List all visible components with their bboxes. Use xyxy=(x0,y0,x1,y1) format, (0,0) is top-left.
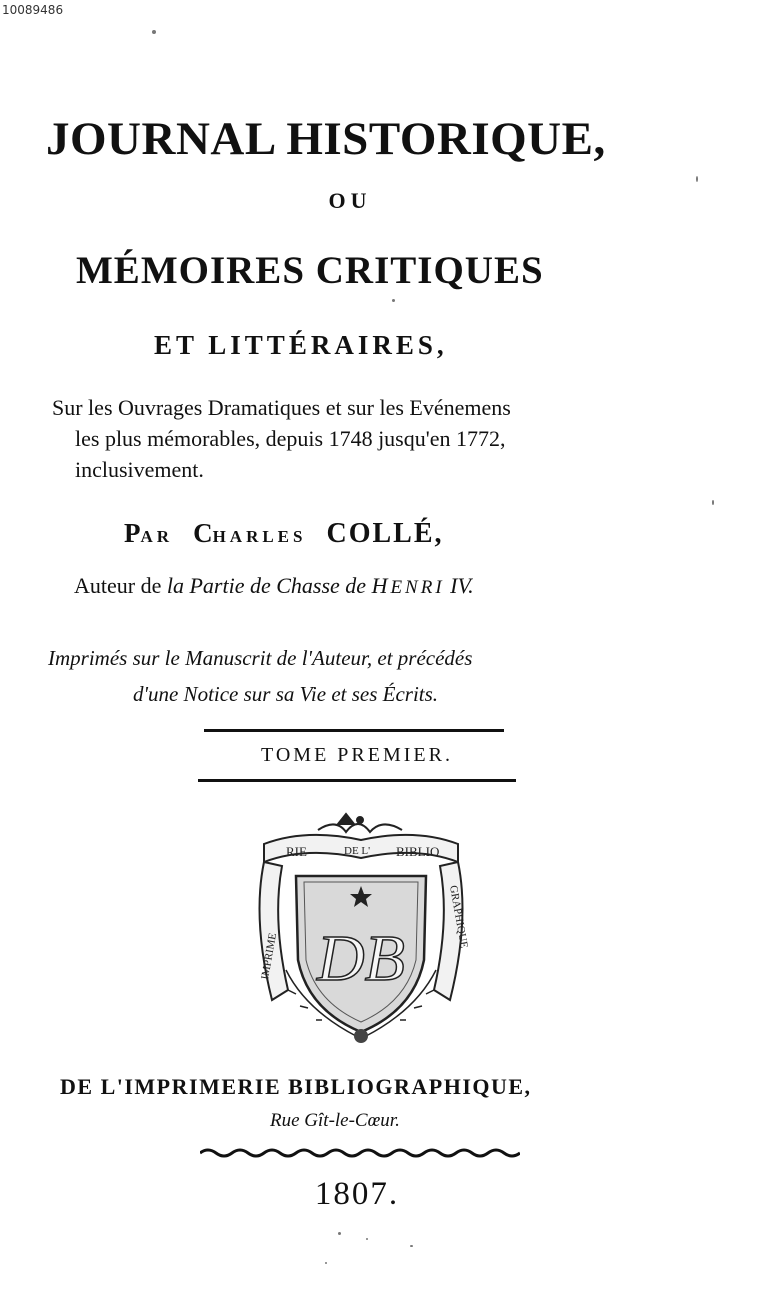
publication-year: 1807. xyxy=(314,1176,400,1212)
side-right-text: GRAPHIQUE xyxy=(447,884,470,950)
printer-emblem xyxy=(246,810,476,1050)
subtitle-line-1: Sur les Ouvrages Dramatiques et sur les Evénemens xyxy=(52,395,511,420)
printer-address: Rue Gît-le-Cœur. xyxy=(270,1110,400,1131)
paper-speck xyxy=(325,1262,327,1264)
banner-left-text: RIE xyxy=(286,844,307,859)
banner-right-text: BIBLIO xyxy=(396,844,440,859)
third-title: ET LITTÉRAIRES, xyxy=(154,330,448,360)
imprint-note-line-2: d'une Notice sur sa Vie et ses Écrits. xyxy=(133,682,439,706)
paper-speck xyxy=(366,1238,368,1240)
paper-speck xyxy=(338,1232,341,1235)
catalog-id: 10089486 xyxy=(2,3,64,17)
last-name: COLLÉ, xyxy=(326,518,444,549)
second-title: MÉMOIRES CRITIQUES xyxy=(76,249,544,292)
main-title: JOURNAL HISTORIQUE, xyxy=(46,113,606,165)
king-rest: ENRI xyxy=(390,577,445,598)
volume-label: TOME PREMIER. xyxy=(261,744,453,766)
king-initial: H xyxy=(371,573,391,598)
side-left-text: IMPRIME xyxy=(259,932,280,981)
paper-speck xyxy=(392,299,395,302)
author-description xyxy=(74,573,474,599)
paper-speck xyxy=(696,176,698,182)
bottom-rule xyxy=(198,779,516,782)
printer-prefix: DE xyxy=(60,1074,94,1099)
author-work-title: la Partie de Chasse de xyxy=(166,573,367,598)
top-rule xyxy=(204,729,504,732)
imprint-note-line-1: Imprimés sur le Manuscrit de l'Auteur, et précédés xyxy=(48,646,473,670)
printer-line xyxy=(60,1074,532,1100)
paper-speck xyxy=(410,1245,413,1247)
crown-icon xyxy=(318,814,402,832)
subtitle-line-3: inclusivement. xyxy=(75,457,204,482)
paper-speck xyxy=(152,30,156,34)
author-line xyxy=(124,518,444,550)
ornament-divider xyxy=(200,1146,520,1160)
banner-mid-text: DE L' xyxy=(344,845,371,857)
by-initial: P xyxy=(124,518,141,548)
monogram: DB xyxy=(317,922,405,995)
author-description-prefix: Auteur de xyxy=(74,573,162,598)
mask-icon xyxy=(354,1029,368,1043)
first-name-initial: C xyxy=(193,518,213,548)
title-connector: OU xyxy=(328,188,372,213)
by-rest: AR xyxy=(140,527,174,546)
king-numeral: IV. xyxy=(450,573,474,598)
imprint-note xyxy=(48,640,472,712)
paper-speck xyxy=(712,500,714,505)
printer-name: L'IMPRIMERIE BIBLIOGRAPHIQUE, xyxy=(100,1074,532,1099)
subtitle xyxy=(52,392,511,485)
ribbon-banner xyxy=(264,835,458,862)
first-name-rest: HARLES xyxy=(212,527,307,546)
subtitle-line-2: les plus mémorables, depuis 1748 jusqu'en 1772, xyxy=(75,426,506,451)
